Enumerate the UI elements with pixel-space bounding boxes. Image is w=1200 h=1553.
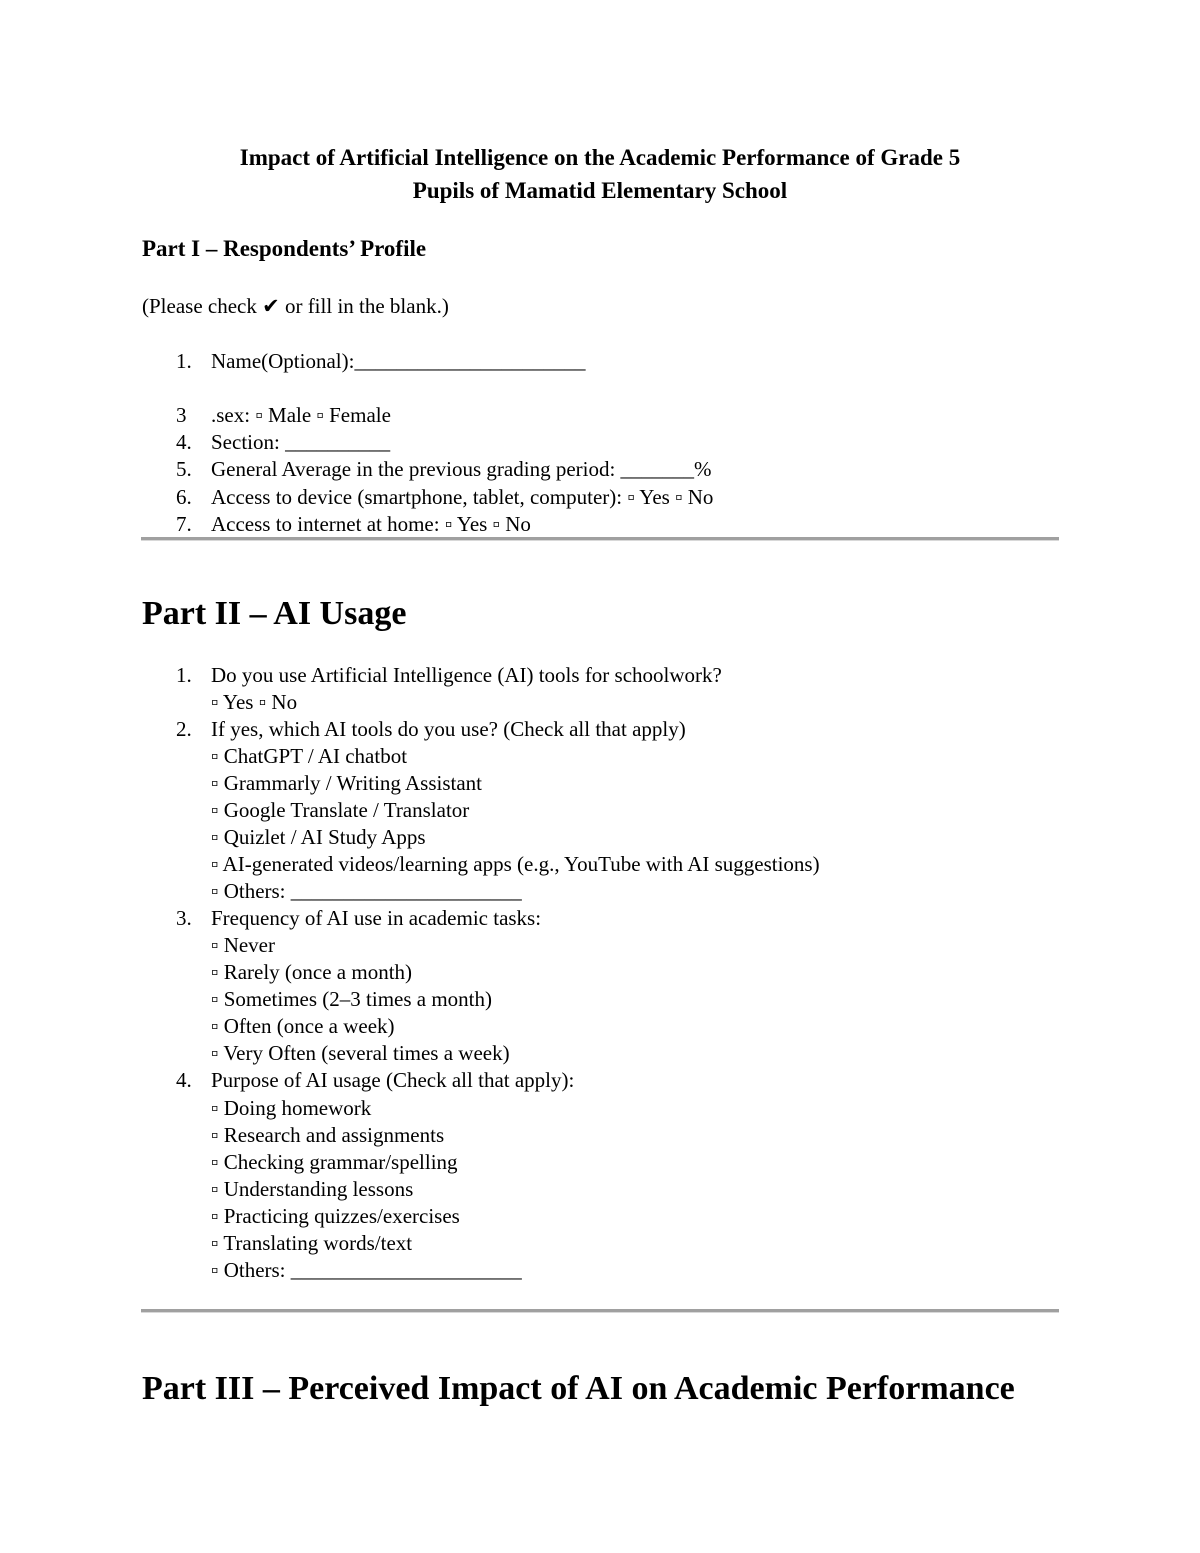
- question-ai-tools: [176, 716, 686, 743]
- item-text: Access to device (smartphone, tablet, computer): ▫ Yes ▫ No: [211, 485, 714, 509]
- question-purpose: [176, 1067, 574, 1094]
- question-frequency: [176, 905, 541, 932]
- item-text: Access to internet at home: ▫ Yes ▫ No: [211, 512, 531, 536]
- question-text: Purpose of AI usage (Check all that apply):: [211, 1068, 575, 1092]
- item-number: 4.: [176, 430, 192, 454]
- option-line: ▫ Understanding lessons: [211, 1177, 414, 1201]
- option-line: ▫ Others: ______________________: [211, 1258, 522, 1282]
- question-number: 1.: [176, 663, 192, 687]
- profile-item-device-access: [176, 484, 713, 511]
- item-text: Section: __________: [211, 430, 391, 454]
- document-title-line-2: Pupils of Mamatid Elementary School: [412, 178, 788, 203]
- item-text: Name(Optional):______________________: [211, 349, 586, 373]
- item-number: 3: [176, 403, 187, 427]
- option-line: ▫ Google Translate / Translator: [211, 798, 470, 822]
- item-text: .sex: ▫ Male ▫ Female: [211, 403, 391, 427]
- item-number: 1.: [176, 349, 192, 373]
- profile-item-section: [176, 429, 390, 456]
- part-1-heading: Part I – Respondents’ Profile: [142, 236, 427, 261]
- document-title-line-1: Impact of Artificial Intelligence on the Academic Performance of Grade 5: [239, 145, 961, 170]
- profile-item-name: [176, 348, 585, 375]
- question-ai-use: [176, 662, 722, 689]
- option-line: ▫ Often (once a week): [211, 1014, 395, 1038]
- option-line: ▫ Doing homework: [211, 1096, 372, 1120]
- option-line: ▫ Practicing quizzes/exercises: [211, 1204, 460, 1228]
- profile-item-internet-access: [176, 511, 531, 538]
- question-number: 4.: [176, 1068, 192, 1092]
- option-line: ▫ Rarely (once a month): [211, 960, 413, 984]
- question-number: 3.: [176, 906, 192, 930]
- item-number: 6.: [176, 485, 192, 509]
- question-text: Do you use Artificial Intelligence (AI) tools for schoolwork?: [211, 663, 722, 687]
- part-3-heading: Part III – Perceived Impact of AI on Academic Performance: [142, 1370, 1015, 1407]
- option-line: ▫ Never: [211, 933, 275, 957]
- profile-item-general-average: [176, 456, 712, 483]
- section-divider: [141, 1309, 1059, 1313]
- option-line: ▫ Grammarly / Writing Assistant: [211, 771, 483, 795]
- question-text: Frequency of AI use in academic tasks:: [211, 906, 542, 930]
- option-line: ▫ Very Often (several times a week): [211, 1041, 510, 1065]
- option-line: ▫ Research and assignments: [211, 1123, 445, 1147]
- item-text: General Average in the previous grading period: _______%: [211, 457, 712, 481]
- question-text: If yes, which AI tools do you use? (Check all that apply): [211, 717, 686, 741]
- section-divider: [141, 537, 1059, 541]
- profile-item-sex: [176, 402, 391, 429]
- part-1-instruction: (Please check ✔ or fill in the blank.): [142, 294, 449, 318]
- option-line: ▫ AI-generated videos/learning apps (e.g., YouTube with AI suggestions): [211, 852, 820, 876]
- part-2-heading: Part II – AI Usage: [142, 595, 407, 632]
- question-number: 2.: [176, 717, 192, 741]
- option-line: ▫ Yes ▫ No: [211, 690, 298, 714]
- option-line: ▫ ChatGPT / AI chatbot: [211, 744, 408, 768]
- option-line: ▫ Sometimes (2–3 times a month): [211, 987, 492, 1011]
- item-number: 7.: [176, 512, 192, 536]
- option-line: ▫ Others: ______________________: [211, 879, 522, 903]
- option-line: ▫ Checking grammar/spelling: [211, 1150, 458, 1174]
- option-line: ▫ Quizlet / AI Study Apps: [211, 825, 426, 849]
- option-line: ▫ Translating words/text: [211, 1231, 413, 1255]
- item-number: 5.: [176, 457, 192, 481]
